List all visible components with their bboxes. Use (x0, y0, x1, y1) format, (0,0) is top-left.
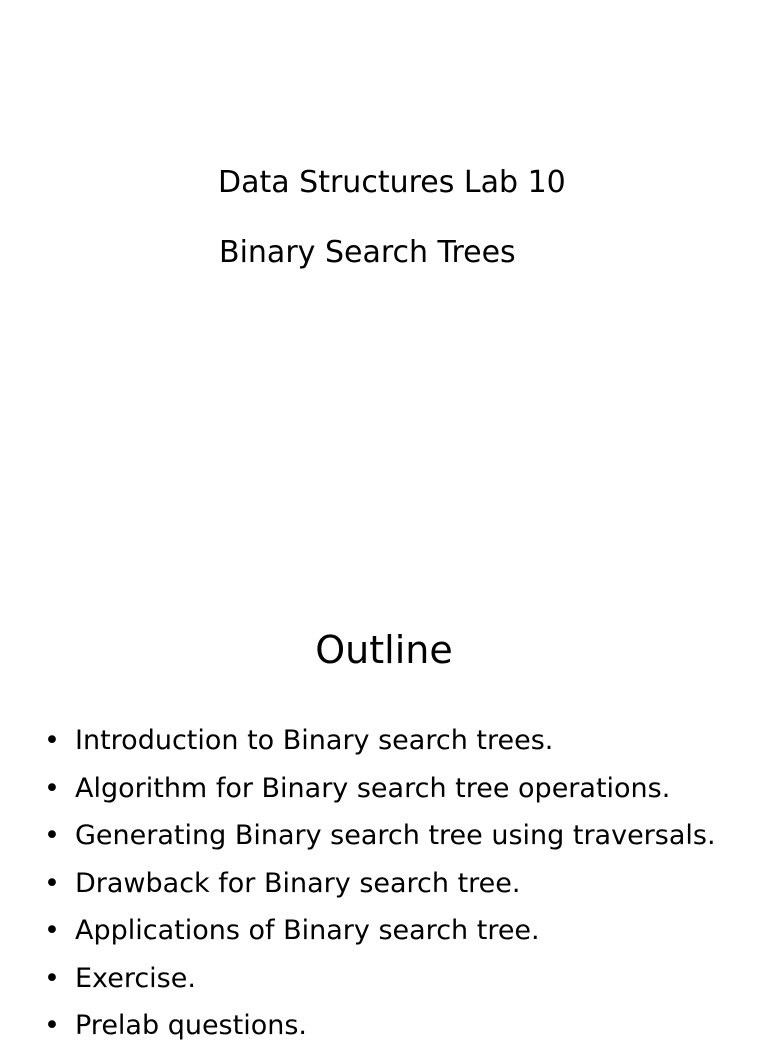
list-item-text: Exercise. (75, 962, 196, 994)
bullet-icon: • (44, 820, 60, 851)
list-item-text: Generating Binary search tree using traversals. (75, 820, 716, 851)
document-subtitle: Binary Search Trees (219, 235, 516, 270)
bullet-icon: • (44, 725, 60, 756)
outline-heading: Outline (315, 628, 453, 672)
bullet-icon: • (44, 1010, 60, 1041)
bullet-icon: • (44, 772, 60, 804)
outline-slide (0, 580, 768, 1041)
document-title: Data Structures Lab 10 (218, 165, 566, 200)
list-item-text: Prelab questions. (75, 1010, 307, 1041)
bullet-icon: • (44, 962, 60, 994)
list-item-text: Introduction to Binary search trees. (75, 725, 554, 756)
bullet-icon: • (44, 867, 60, 899)
bullet-icon: • (44, 915, 60, 946)
list-item-text: Algorithm for Binary search tree operations. (75, 772, 671, 804)
list-item-text: Applications of Binary search tree. (75, 915, 540, 946)
list-item-text: Drawback for Binary search tree. (75, 867, 521, 899)
